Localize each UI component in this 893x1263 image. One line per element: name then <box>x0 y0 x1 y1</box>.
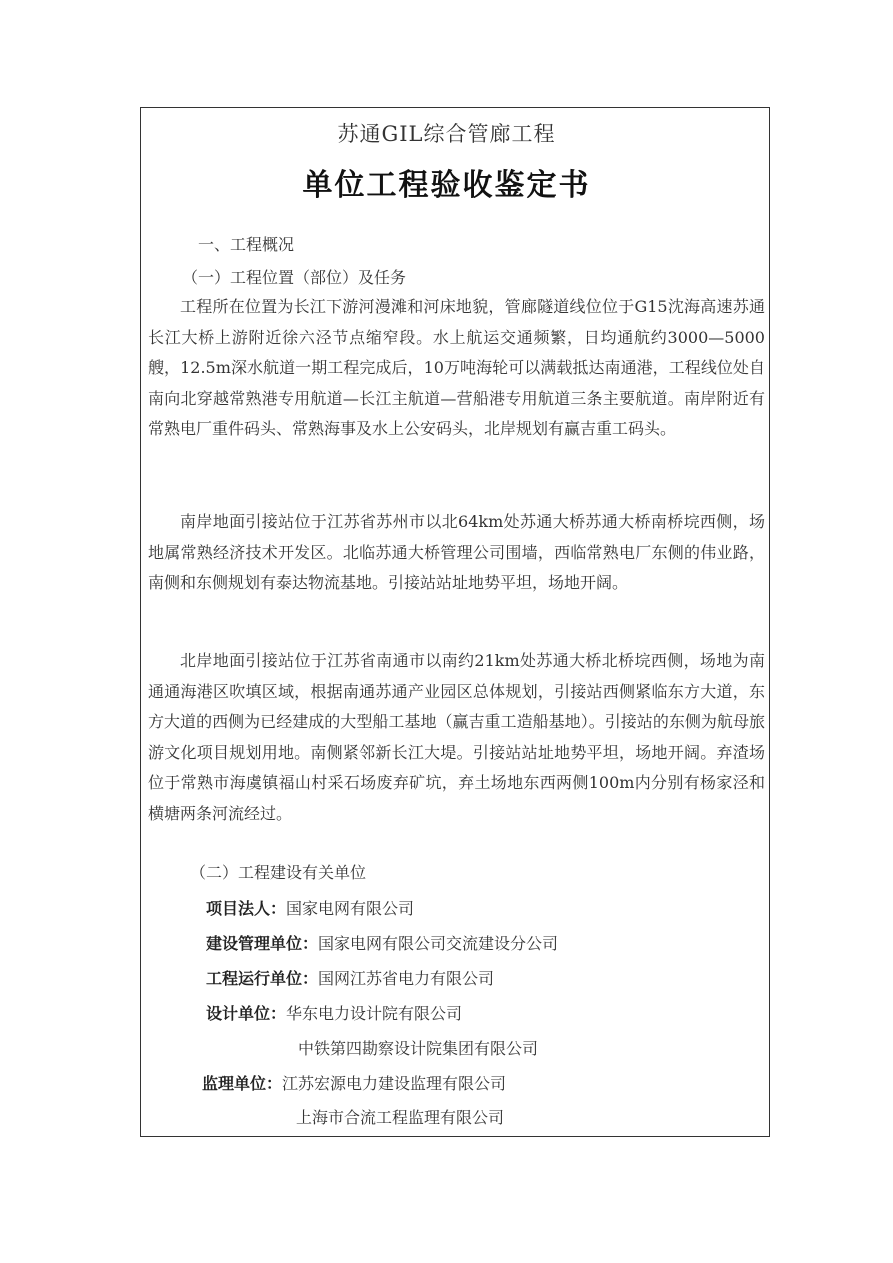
unit-label: 工程运行单位： <box>206 969 319 988</box>
unit-value: 上海市合流工程监理有限公司 <box>296 1108 505 1127</box>
project-name: 苏通GIL综合管廊工程 <box>337 122 556 146</box>
unit-value: 中铁第四勘察设计院集团有限公司 <box>298 1039 539 1058</box>
unit-value: 华东电力设计院有限公司 <box>286 1004 463 1023</box>
paragraph-south-station: 南岸地面引接站位于江苏省苏州市以北64km处苏通大桥苏通大桥南桥垸西侧，场地属常熟经济技术开发区。北临苏通大桥管理公司围墙，西临常熟电厂东侧的伟业路，南侧和东侧规划有泰达物流基地。引接站站址地势平坦，场地开阔。 <box>148 512 765 593</box>
unit-value: 国家电网有限公司 <box>286 899 415 918</box>
unit-row-operation <box>206 966 494 989</box>
unit-label: 项目法人： <box>206 899 287 918</box>
unit-value: 国家电网有限公司交流建设分公司 <box>318 934 559 953</box>
subsection-heading-location: （一）工程位置（部位）及任务 <box>182 268 407 287</box>
paragraph-north-station: 北岸地面引接站位于江苏省南通市以南约21km处苏通大桥北桥垸西侧，场地为南通通海港区吹填区域，根据南通苏通产业园区总体规划，引接站西侧紧临东方大道，东方大道的西侧为已经建成的大型船工基地（赢吉重工造船基地）。引接站的东侧为航母旅游文化项目规划用地。南侧紧邻新长江大堤。引接站站址地势平坦，场地开阔。弃渣场位于常熟市海虞镇福山村采石场废弃矿坑，弃土场地东西两侧100m内分别有杨家泾和横塘两条河流经过。 <box>148 651 765 823</box>
unit-row-supervision-2 <box>296 1105 504 1128</box>
unit-row-supervision <box>202 1071 506 1094</box>
subsection-heading-units: （二）工程建设有关单位 <box>190 863 367 882</box>
unit-value: 江苏宏源电力建设监理有限公司 <box>282 1074 507 1093</box>
unit-row-design-2 <box>298 1036 538 1059</box>
unit-row-construction-management <box>206 931 558 954</box>
unit-row-project-owner <box>206 896 414 919</box>
document-title: 单位工程验收鉴定书 <box>302 168 591 203</box>
paragraph-location: 工程所在位置为长江下游河漫滩和河床地貌，管廊隧道线位位于G15沈海高速苏通长江大桥上游附近徐六泾节点缩窄段。水上航运交通频繁，日均通航约3000—5000艘，12.5m深水航道一期工程完成后，10万吨海轮可以满载抵达南通港，工程线位处自南向北穿越常熟港专用航道—长江主航道—营船港专用航道三条主要航道。南岸附近有常熟电厂重件码头、常熟海事及水上公安码头，北岸规划有赢吉重工码头。 <box>148 297 765 439</box>
unit-label: 监理单位： <box>202 1074 283 1093</box>
unit-value: 国网江苏省电力有限公司 <box>318 969 495 988</box>
unit-row-design <box>206 1001 462 1024</box>
section-heading-overview: 一、工程概况 <box>198 235 295 254</box>
unit-label: 建设管理单位： <box>206 934 319 953</box>
unit-label: 设计单位： <box>206 1004 287 1023</box>
